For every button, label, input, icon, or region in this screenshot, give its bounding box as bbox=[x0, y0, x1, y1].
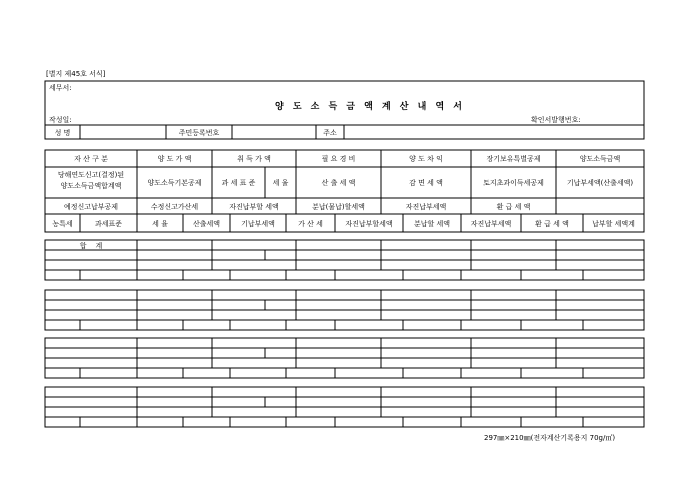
header-rst-total-payable: 납부할 세액계 bbox=[592, 220, 635, 228]
header-land-excess-deduction: 토지초과이득세공제 bbox=[483, 179, 544, 187]
header-scheduled-return-deduction: 예정신고납부공제 bbox=[63, 203, 119, 211]
header-transfer-gain: 양 도 차 익 bbox=[409, 155, 443, 163]
header-refund-tax: 환 급 세 액 bbox=[496, 203, 531, 211]
header-rst-refund-tax: 환 급 세 액 bbox=[535, 220, 569, 228]
paper-spec-note: 297㎜×210㎜(전자계산기록용지 70g/㎡) bbox=[484, 434, 616, 442]
header-transfer-income: 양도소득금액 bbox=[579, 155, 621, 163]
header-prepaid-tax: 기납부세액(산출세액) bbox=[566, 179, 634, 187]
certificate-number-label: 확인서발행번호: bbox=[531, 116, 581, 124]
header-rst-self-paid-tax: 자진납부세액 bbox=[470, 220, 512, 228]
header-rst-tax-rate: 세 율 bbox=[152, 220, 168, 228]
name-label: 성 명 bbox=[54, 129, 71, 137]
header-rst-penalty: 가 산 세 bbox=[298, 220, 323, 228]
header-rst-prepaid-tax: 기납부세액 bbox=[241, 220, 275, 228]
header-rst-tax-base: 과세표준 bbox=[94, 220, 123, 228]
header-amended-penalty: 수정신고가산세 bbox=[150, 203, 199, 211]
header-installment-tax: 분납(물납)할세액 bbox=[312, 203, 365, 211]
header-basic-deduction: 양도소득기본공제 bbox=[147, 179, 202, 187]
header-self-paid-tax: 자진납부세액 bbox=[405, 203, 447, 211]
header-asset-type: 자 산 구 분 bbox=[74, 155, 108, 163]
annex-label: [별지 제45호 서식] bbox=[46, 70, 106, 78]
form-title: 양 도 소 득 금 액 계 산 내 역 서 bbox=[275, 102, 465, 112]
tax-office-label: 세무서: bbox=[49, 84, 72, 92]
header-calculated-tax: 산 출 세 액 bbox=[321, 179, 356, 187]
header-tax-rate: 세 율 bbox=[272, 179, 289, 187]
total-label: 합 계 bbox=[79, 242, 103, 250]
header-annual-income-total: 당해연도신고(결정)된 양도소득금액합계액 bbox=[57, 171, 125, 190]
header-rural-special-tax: 농특세 bbox=[52, 220, 73, 228]
header-self-payment-due: 자진납부할 세액 bbox=[229, 203, 279, 211]
header-rst-installment-tax: 분납할 세액 bbox=[413, 220, 451, 228]
address-label: 주소 bbox=[323, 129, 337, 137]
header-tax-base: 과 세 표 준 bbox=[221, 179, 256, 187]
header-rst-self-payment-due: 자진납부할세액 bbox=[345, 220, 393, 228]
header-rst-calculated-tax: 산출세액 bbox=[192, 220, 221, 228]
header-long-term-deduction: 장기보유특별공제 bbox=[486, 155, 541, 163]
header-transfer-price: 양 도 가 액 bbox=[157, 155, 192, 163]
resident-id-label: 주민등록번호 bbox=[178, 129, 220, 137]
header-necessary-expenses: 필 요 경 비 bbox=[321, 155, 356, 163]
header-acquisition-price: 취 득 가 액 bbox=[237, 155, 271, 163]
date-label: 작성일: bbox=[49, 116, 72, 124]
header-reduced-tax: 감 면 세 액 bbox=[409, 179, 443, 187]
